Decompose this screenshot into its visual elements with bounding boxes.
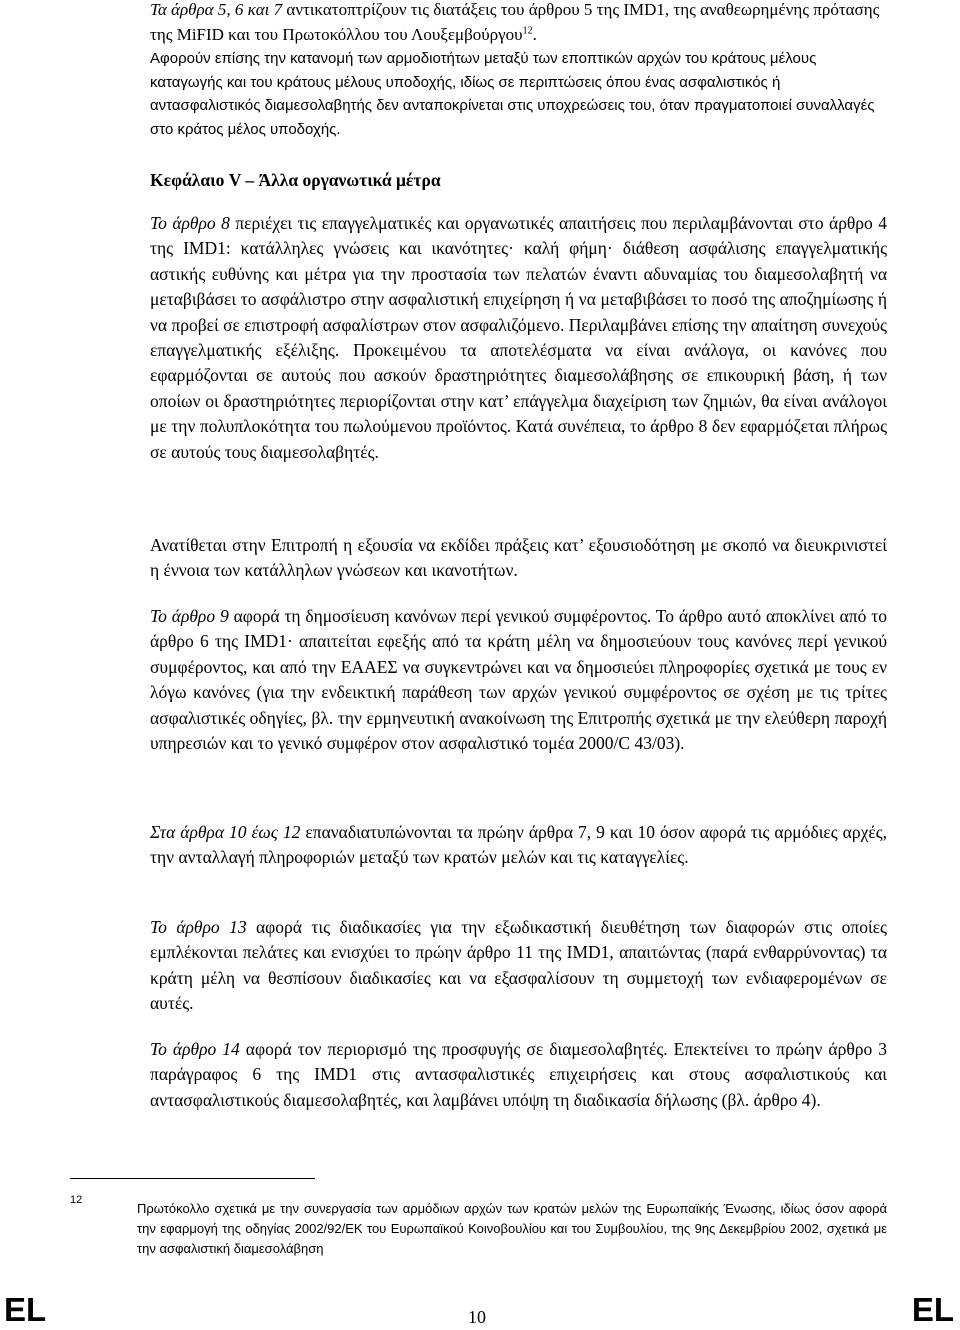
paragraph-text: αφορά τις διαδικασίες για την εξωδικαστική διευθέτηση των διαφορών στις οποίες εμπλέκονται πελάτες και ενισχύει το πρώην άρθρο 11 της IMD1, απαιτώντας (παρά ενθαρρύνοντας) τα κράτη μέλη να θεσπίσουν διαδικασίες και να εξασφαλίσουν τη συμμετοχή των ενδιαφερομένων σε αυτές. [150, 917, 887, 1014]
footer-language-right: EL [911, 1291, 954, 1328]
paragraph-article-9 [150, 604, 887, 756]
paragraph-text: Ανατίθεται στην Επιτροπή η εξουσία να εκδίδει πράξεις κατ’ εξουσιοδότηση με σκοπό να διευκρινιστεί η έννοια των κατάλληλων γνώσεων και ικανοτήτων. [150, 535, 887, 581]
article-reference: Το άρθρο 13 [150, 917, 247, 937]
paragraph-articles-5-7 [150, 0, 887, 141]
paragraph-text: αφορά τη δημοσίευση κανόνων περί γενικού συμφέροντος. Το άρθρο αυτό αποκλίνει από το άρθρο 6 της IMD1· απαιτείται εφεξής από τα κράτη μέλη να δημοσιεύουν τους κανόνες περί γενικού συμφέροντος, και από την ΕΑΑΕΣ να συγκεντρώνει και να δημοσιεύει πληροφορίες σχετικά με τους εν λόγω κανόνες (για την ενδεικτική παράθεση των αρχών γενικού συμφέροντος σε σχέση με τις τρίτες ασφαλιστικές οδηγίες, βλ. την ερμηνευτική ανακοίνωση της Επιτροπής σχετικά με την ελεύθερη παροχή υπηρεσιών και το γενικό συμφέρον στον ασφαλιστικό τομέα 2000/C 43/03). [150, 606, 887, 754]
article-reference: Το άρθρο 9 [150, 606, 229, 626]
paragraph-article-14 [150, 1037, 887, 1113]
paragraph-delegated-acts [150, 533, 887, 584]
paragraph-text: αφορά τον περιορισμό της προσφυγής σε διαμεσολαβητές. Επεκτείνει το πρώην άρθρο 3 παράγραφος 6 της IMD1 στις αντασφαλιστικές επιχειρήσεις και στους ασφαλιστικούς και αντασφαλιστικούς διαμεσολαβητές, και λαμβάνει υπόψη τη διαδικασία δήλωσης (βλ. άρθρο 4). [150, 1039, 887, 1110]
footnote-text: Πρωτόκολλο σχετικά με την συνεργασία των αρμόδιων αρχών των κρατών μελών της Ευρωπαϊκής Ένωσης, ιδίως όσον αφορά την εφαρμογή της οδηγίας 2002/92/ΕΚ του Ευρωπαϊκού Κοινοβουλίου και του Συμβουλίου, της 9ης Δεκεμβρίου 2002, σχετικά με την ασφαλιστική διαμεσολάβηση [137, 1201, 887, 1256]
article-reference: Τα άρθρα 5, 6 και 7 [150, 0, 283, 19]
footnote-reference[interactable]: 12 [522, 24, 533, 36]
chapter-heading: Κεφάλαιο V – Άλλα οργανωτικά μέτρα [150, 170, 441, 190]
article-reference: Το άρθρο 14 [150, 1039, 240, 1059]
paragraph-articles-10-12 [150, 820, 887, 871]
footer-language-left: EL [4, 1291, 47, 1328]
paragraph-text: περιέχει τις επαγγελματικές και οργανωτικές απαιτήσεις που περιλαμβάνονται στο άρθρο 4 της IMD1: κατάλληλες γνώσεις και ικανότητες· καλή φήμη· διάθεση ασφάλισης επαγγελματικής αστικής ευθύνης και μέτρα για την προστασία των πελατών έναντι αδυναμίας του διαμεσολαβητή να μεταβιβάσει το ασφάλιστρο στην ασφαλιστική επιχείρηση ή να μεταβιβάσει το ποσό της αποζημίωσης ή να προβεί σε επιστροφή ασφαλίστρων στον ασφαλιζόμενο. Περιλαμβάνει επίσης την απαίτηση συνεχούς επαγγελματικής εξέλιξης. Προκειμένου τα αποτελέσματα να είναι ανάλογα, οι κανόνες που εφαρμόζονται σε αυτούς που ασκούν δραστηριότητες διαμεσολάβησης σε επικουρική βάση, ή των οποίων οι δραστηριότητες περιορίζονται στην κατ’ επάγγελμα διαχείριση των ζημιών, θα είναι ανάλογοι με την πολυπλοκότητα του πωλούμενου προϊόντος. Κατά συνέπεια, το άρθρο 8 δεν εφαρμόζεται πλήρως σε αυτούς τους διαμεσολαβητές. [150, 213, 887, 462]
paragraph-text: αντικατοπτρίζουν τις διατάξεις του άρθρου 5 της IMD1, της αναθεωρημένης πρότασης της MiFID και του Πρωτοκόλλου του Λουξεμβούργου [150, 0, 880, 44]
paragraph-article-13 [150, 915, 887, 1017]
footnote-number: 12 [70, 1194, 83, 1206]
article-reference: Το άρθρο 8 [150, 213, 230, 233]
paragraph-text: επαναδιατυπώνονται τα πρώην άρθρα 7, 9 και 10 όσον αφορά τις αρμόδιες αρχές, την ανταλλαγή πληροφοριών μεταξύ των κρατών μελών και τις καταγγελίες. [150, 822, 887, 868]
paragraph-text-continued: Αφορούν επίσης την κατανομή των αρμοδιοτήτων μεταξύ των εποπτικών αρχών του κράτους μέλους καταγωγής και του κράτους μέλους υποδοχής, ιδίως σε περιπτώσεις όπου ένας ασφαλιστικός ή αντασφαλιστικός διαμεσολαβητής δεν ανταποκρίνεται στις υποχρεώσεις του, όταν πραγματοποιεί συναλλαγές στο κράτος μέλος υποδοχής. [150, 50, 875, 138]
paragraph-article-8 [150, 211, 887, 465]
sentence-end: . [532, 24, 537, 44]
paragraph-intro-line [150, 0, 887, 47]
page-number: 10 [468, 1307, 486, 1327]
article-reference: Στα άρθρα 10 έως 12 [150, 822, 301, 842]
footnote-divider [70, 1178, 315, 1179]
